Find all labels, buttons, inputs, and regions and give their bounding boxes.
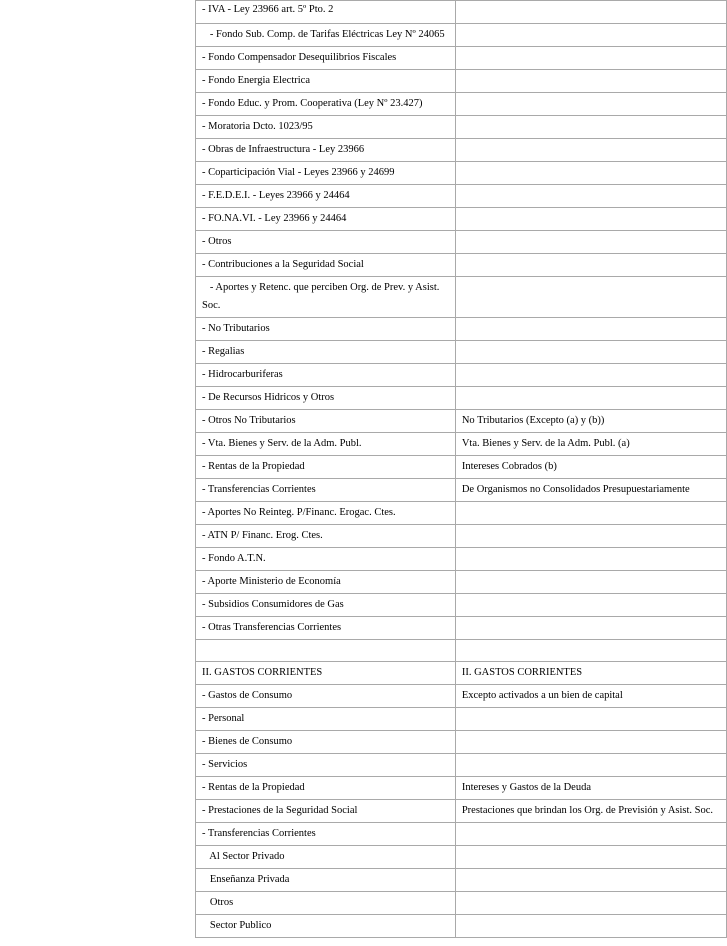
- left-cell: Al Sector Privado: [196, 846, 456, 869]
- left-cell: Sector Publico: [196, 915, 456, 938]
- left-cell: - F.E.D.E.I. - Leyes 23966 y 24464: [196, 184, 456, 207]
- table-row: [196, 363, 727, 386]
- left-cell: - Servicios: [196, 754, 456, 777]
- right-cell: Prestaciones que brindan los Org. de Previsión y Asist. Soc.: [455, 800, 726, 823]
- right-cell: [455, 184, 726, 207]
- left-cell: - Aportes y Retenc. que perciben Org. de Prev. y Asist. Soc.: [196, 276, 456, 317]
- right-cell: [455, 276, 726, 317]
- table-row: [196, 455, 727, 478]
- right-cell: De Organismos no Consolidados Presupuestariamente: [455, 478, 726, 501]
- right-cell: Intereses Cobrados (b): [455, 455, 726, 478]
- right-cell: [455, 230, 726, 253]
- right-cell: [455, 524, 726, 547]
- right-cell: [455, 92, 726, 115]
- table-row: [196, 777, 727, 800]
- table-row: [196, 524, 727, 547]
- left-cell: - Rentas de la Propiedad: [196, 455, 456, 478]
- table-row: [196, 207, 727, 230]
- right-cell: [455, 340, 726, 363]
- right-cell: Vta. Bienes y Serv. de la Adm. Publ. (a): [455, 432, 726, 455]
- table-row: [196, 386, 727, 409]
- table-row: [196, 317, 727, 340]
- left-cell: - Coparticipación Vial - Leyes 23966 y 24699: [196, 161, 456, 184]
- table-row: [196, 708, 727, 731]
- table-row: [196, 501, 727, 524]
- table-row: [196, 570, 727, 593]
- table-row: [196, 754, 727, 777]
- left-cell: - Otros No Tributarios: [196, 409, 456, 432]
- right-cell: [455, 46, 726, 69]
- left-cell: - Contribuciones a la Seguridad Social: [196, 253, 456, 276]
- right-cell: [455, 892, 726, 915]
- table-row: [196, 685, 727, 708]
- right-cell: [455, 23, 726, 46]
- right-cell: [455, 915, 726, 938]
- table-row: [196, 69, 727, 92]
- left-cell: - Transferencias Corrientes: [196, 823, 456, 846]
- left-cell: - FO.NA.VI. - Ley 23966 y 24464: [196, 207, 456, 230]
- left-cell: - Otras Transferencias Corrientes: [196, 616, 456, 639]
- section-heading: II. GASTOS CORRIENTES: [196, 662, 456, 685]
- right-cell: [455, 823, 726, 846]
- table-row: [196, 46, 727, 69]
- table-row: [196, 616, 727, 639]
- left-cell: - Fondo Energia Electrica: [196, 69, 456, 92]
- left-cell: - Subsidios Consumidores de Gas: [196, 593, 456, 616]
- right-cell: [455, 593, 726, 616]
- right-cell: [455, 207, 726, 230]
- table-row: [196, 92, 727, 115]
- table-body: [196, 1, 727, 938]
- table-row: [196, 161, 727, 184]
- table-row: [196, 230, 727, 253]
- left-cell: - Otros: [196, 230, 456, 253]
- left-cell: - Obras de Infraestructura - Ley 23966: [196, 138, 456, 161]
- right-cell: [455, 869, 726, 892]
- right-cell: [455, 138, 726, 161]
- right-cell: [455, 161, 726, 184]
- right-cell: [455, 639, 726, 662]
- left-cell: [196, 639, 456, 662]
- left-cell: - De Recursos Hidricos y Otros: [196, 386, 456, 409]
- right-cell: [455, 317, 726, 340]
- right-cell: [455, 253, 726, 276]
- right-cell: [455, 501, 726, 524]
- left-cell: - Fondo A.T.N.: [196, 547, 456, 570]
- left-cell: Otros: [196, 892, 456, 915]
- left-cell: Enseñanza Privada: [196, 869, 456, 892]
- left-cell: - Aporte Ministerio de Economía: [196, 570, 456, 593]
- left-cell: - Gastos de Consumo: [196, 685, 456, 708]
- left-cell: - No Tributarios: [196, 317, 456, 340]
- table-row: [196, 547, 727, 570]
- classification-table: [195, 0, 727, 938]
- table-row: [196, 409, 727, 432]
- table-row: [196, 846, 727, 869]
- table-row: [196, 593, 727, 616]
- right-cell: [455, 363, 726, 386]
- table-row: [196, 253, 727, 276]
- right-cell: [455, 754, 726, 777]
- table-row: [196, 115, 727, 138]
- table-row: [196, 731, 727, 754]
- table-row: [196, 432, 727, 455]
- left-cell: - Hidrocarburiferas: [196, 363, 456, 386]
- table-row: [196, 276, 727, 317]
- right-cell: [455, 570, 726, 593]
- right-cell: [455, 386, 726, 409]
- table-row: [196, 184, 727, 207]
- left-cell: - Prestaciones de la Seguridad Social: [196, 800, 456, 823]
- table-row: [196, 639, 727, 662]
- right-cell: [455, 1, 726, 24]
- left-cell: - Fondo Sub. Comp. de Tarifas Eléctricas Ley Nº 24065: [196, 23, 456, 46]
- left-cell: - ATN P/ Financ. Erog. Ctes.: [196, 524, 456, 547]
- left-cell: - Vta. Bienes y Serv. de la Adm. Publ.: [196, 432, 456, 455]
- table-row: [196, 138, 727, 161]
- left-cell: - Regalias: [196, 340, 456, 363]
- table-row: [196, 1, 727, 24]
- right-cell: Excepto activados a un bien de capital: [455, 685, 726, 708]
- table-row: [196, 23, 727, 46]
- table-row: [196, 478, 727, 501]
- table-row: [196, 823, 727, 846]
- left-cell: - Fondo Educ. y Prom. Cooperativa (Ley Nº 23.427): [196, 92, 456, 115]
- left-cell: - Aportes No Reinteg. P/Financ. Erogac. Ctes.: [196, 501, 456, 524]
- table-row: [196, 662, 727, 685]
- right-cell: [455, 731, 726, 754]
- table-row: [196, 915, 727, 938]
- left-cell: - IVA - Ley 23966 art. 5º Pto. 2: [196, 1, 456, 24]
- left-cell: - Moratoria Dcto. 1023/95: [196, 115, 456, 138]
- right-cell: [455, 115, 726, 138]
- right-cell: [455, 616, 726, 639]
- left-cell: - Bienes de Consumo: [196, 731, 456, 754]
- left-cell: - Fondo Compensador Desequilibrios Fiscales: [196, 46, 456, 69]
- table-row: [196, 340, 727, 363]
- table-row: [196, 800, 727, 823]
- right-cell: Intereses y Gastos de la Deuda: [455, 777, 726, 800]
- left-cell: - Personal: [196, 708, 456, 731]
- right-cell: [455, 547, 726, 570]
- section-heading: II. GASTOS CORRIENTES: [455, 662, 726, 685]
- right-cell: No Tributarios (Excepto (a) y (b)): [455, 409, 726, 432]
- table-row: [196, 892, 727, 915]
- right-cell: [455, 708, 726, 731]
- left-cell: - Transferencias Corrientes: [196, 478, 456, 501]
- right-cell: [455, 69, 726, 92]
- right-cell: [455, 846, 726, 869]
- table-row: [196, 869, 727, 892]
- left-cell: - Rentas de la Propiedad: [196, 777, 456, 800]
